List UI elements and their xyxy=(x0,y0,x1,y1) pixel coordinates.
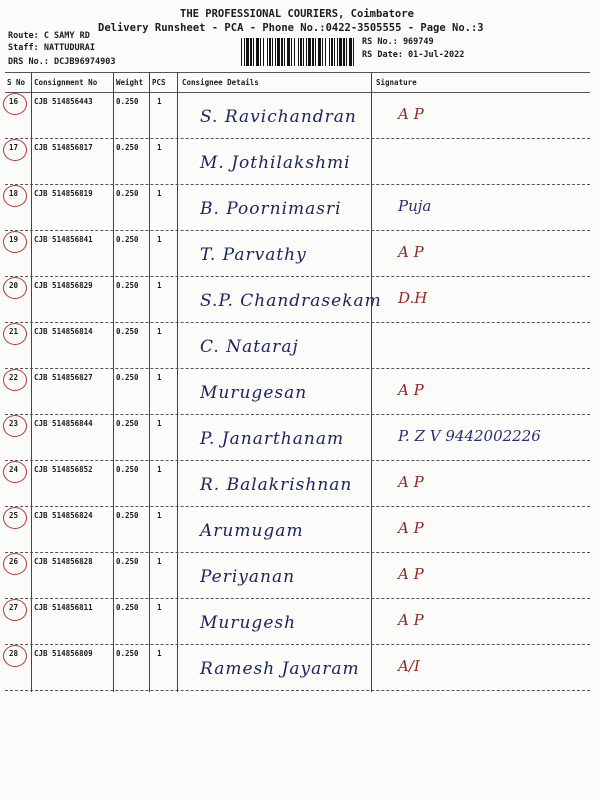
row-weight: 0.250 xyxy=(116,143,139,152)
row-sno: 26 xyxy=(9,557,19,566)
barcode-bar xyxy=(267,38,268,66)
barcode-bar xyxy=(284,38,285,66)
consignee-name: C. Nataraj xyxy=(200,337,299,357)
row-consignment-no: CJB 514856814 xyxy=(34,327,93,336)
barcode-bar xyxy=(318,38,321,66)
row-sno: 23 xyxy=(9,419,19,428)
col-divider-cn xyxy=(113,72,114,692)
row-weight: 0.250 xyxy=(116,97,139,106)
row-sno: 28 xyxy=(9,649,19,658)
barcode-bar xyxy=(343,38,345,66)
barcode-bar xyxy=(291,38,292,66)
sno-circle-mark xyxy=(3,369,27,391)
consignee-name: Murugesan xyxy=(200,383,308,403)
barcode-bar xyxy=(281,38,283,66)
barcode-bar xyxy=(294,38,295,66)
header-divider xyxy=(5,92,590,93)
signature-mark: Puja xyxy=(398,197,432,215)
signature-mark: A P xyxy=(398,565,424,583)
sno-circle-mark xyxy=(3,645,27,667)
rs-number: RS No.: 969749 xyxy=(362,37,434,47)
barcode-bar xyxy=(256,38,259,66)
sno-circle-mark xyxy=(3,277,27,299)
sno-circle-mark xyxy=(3,461,27,483)
col-header-pcs: PCS xyxy=(152,78,166,87)
consignee-name: S.P. Chandrasekam xyxy=(200,291,382,311)
signature-mark: D.H xyxy=(398,289,428,307)
barcode-image xyxy=(241,38,356,66)
col-divider-pcs xyxy=(177,72,178,692)
row-consignment-no: CJB 514856819 xyxy=(34,189,93,198)
row-consignment-no: CJB 514856443 xyxy=(34,97,93,106)
row-pcs: 1 xyxy=(157,143,162,152)
row-pcs: 1 xyxy=(157,235,162,244)
barcode-bar xyxy=(300,38,302,66)
consignee-name: S. Ravichandran xyxy=(200,107,357,127)
signature-mark: A P xyxy=(398,243,424,261)
row-pcs: 1 xyxy=(157,511,162,520)
sno-circle-mark xyxy=(3,139,27,161)
consignee-name: Periyanan xyxy=(200,567,296,587)
signature-mark: A P xyxy=(398,519,424,537)
signature-mark: A P xyxy=(398,105,424,123)
row-pcs: 1 xyxy=(157,603,162,612)
row-pcs: 1 xyxy=(157,373,162,382)
row-consignment-no: CJB 514856827 xyxy=(34,373,93,382)
row-weight: 0.250 xyxy=(116,189,139,198)
row-consignment-no: CJB 514856824 xyxy=(34,511,93,520)
row-consignment-no: CJB 514856841 xyxy=(34,235,93,244)
row-divider xyxy=(5,230,590,231)
barcode-bar xyxy=(287,38,290,66)
sno-circle-mark xyxy=(3,507,27,529)
barcode-bar xyxy=(253,38,254,66)
row-weight: 0.250 xyxy=(116,557,139,566)
row-weight: 0.250 xyxy=(116,235,139,244)
row-sno: 20 xyxy=(9,281,19,290)
row-divider xyxy=(5,138,590,139)
barcode-bar xyxy=(349,38,352,66)
row-consignment-no: CJB 514856817 xyxy=(34,143,93,152)
signature-mark: A P xyxy=(398,611,424,629)
col-divider-weight xyxy=(149,72,150,692)
row-pcs: 1 xyxy=(157,327,162,336)
signature-mark: A/I xyxy=(398,657,420,675)
row-pcs: 1 xyxy=(157,419,162,428)
barcode-bar xyxy=(308,38,311,66)
row-sno: 24 xyxy=(9,465,19,474)
sno-circle-mark xyxy=(3,185,27,207)
row-divider xyxy=(5,368,590,369)
row-pcs: 1 xyxy=(157,649,162,658)
row-divider xyxy=(5,644,590,645)
row-divider xyxy=(5,414,590,415)
col-header-consignee: Consignee Details xyxy=(182,78,259,87)
consignee-name: R. Balakrishnan xyxy=(200,475,353,495)
row-weight: 0.250 xyxy=(116,373,139,382)
row-sno: 21 xyxy=(9,327,19,336)
row-sno: 18 xyxy=(9,189,19,198)
barcode-bar xyxy=(244,38,245,66)
row-weight: 0.250 xyxy=(116,465,139,474)
row-divider xyxy=(5,276,590,277)
barcode-bar xyxy=(322,38,323,66)
table-top-border xyxy=(5,72,590,73)
barcode-bar xyxy=(312,38,314,66)
barcode-bar xyxy=(272,38,273,66)
consignee-name: Arumugam xyxy=(200,521,304,541)
sno-circle-mark xyxy=(3,599,27,621)
row-sno: 17 xyxy=(9,143,19,152)
col-divider-sno xyxy=(31,72,32,692)
row-pcs: 1 xyxy=(157,97,162,106)
row-weight: 0.250 xyxy=(116,419,139,428)
barcode-bar xyxy=(353,38,354,66)
row-divider xyxy=(5,460,590,461)
consignee-name: Ramesh Jayaram xyxy=(200,659,360,679)
row-consignment-no: CJB 514856811 xyxy=(34,603,93,612)
barcode-bar xyxy=(315,38,316,66)
row-consignment-no: CJB 514856828 xyxy=(34,557,93,566)
sno-circle-mark xyxy=(3,323,27,345)
barcode-bar xyxy=(260,38,261,66)
row-weight: 0.250 xyxy=(116,603,139,612)
col-header-signature: Signature xyxy=(376,78,417,87)
barcode-bar xyxy=(346,38,347,66)
company-name: THE PROFESSIONAL COURIERS, Coimbatore xyxy=(180,8,414,20)
row-divider xyxy=(5,690,590,691)
sno-circle-mark xyxy=(3,231,27,253)
row-pcs: 1 xyxy=(157,281,162,290)
barcode-bar xyxy=(269,38,271,66)
row-consignment-no: CJB 514856844 xyxy=(34,419,93,428)
row-weight: 0.250 xyxy=(116,327,139,336)
row-pcs: 1 xyxy=(157,465,162,474)
col-header-weight: Weight xyxy=(116,78,144,87)
barcode-bar xyxy=(337,38,338,66)
consignee-name: M. Jothilakshmi xyxy=(200,153,351,173)
col-header-sno: S No xyxy=(7,78,26,87)
row-pcs: 1 xyxy=(157,189,162,198)
row-consignment-no: CJB 514856809 xyxy=(34,649,93,658)
row-pcs: 1 xyxy=(157,557,162,566)
row-weight: 0.250 xyxy=(116,281,139,290)
col-header-consignment: Consignment No xyxy=(34,78,98,87)
consignee-name: Murugesh xyxy=(200,613,297,633)
row-consignment-no: CJB 514856852 xyxy=(34,465,93,474)
staff-label: Staff: NATTUDURAI xyxy=(8,43,95,53)
barcode-bar xyxy=(298,38,299,66)
barcode-bar xyxy=(263,38,264,66)
barcode-bar xyxy=(275,38,276,66)
row-sno: 25 xyxy=(9,511,19,520)
row-divider xyxy=(5,322,590,323)
barcode-bar xyxy=(329,38,330,66)
row-divider xyxy=(5,506,590,507)
row-sno: 22 xyxy=(9,373,19,382)
sno-circle-mark xyxy=(3,553,27,575)
row-consignment-no: CJB 514856829 xyxy=(34,281,93,290)
consignee-name: P. Janarthanam xyxy=(200,429,345,449)
row-divider xyxy=(5,552,590,553)
barcode-bar xyxy=(334,38,335,66)
barcode-bar xyxy=(303,38,304,66)
row-divider xyxy=(5,598,590,599)
row-weight: 0.250 xyxy=(116,649,139,658)
barcode-bar xyxy=(250,38,252,66)
signature-mark: A P xyxy=(398,381,424,399)
signature-mark: P. Z V 9442002226 xyxy=(398,427,541,445)
barcode-bar xyxy=(246,38,249,66)
barcode-bar xyxy=(331,38,333,66)
drs-number: DRS No.: DCJB96974903 xyxy=(8,57,116,67)
barcode-bar xyxy=(241,38,242,66)
barcode-bar xyxy=(339,38,342,66)
sno-circle-mark xyxy=(3,415,27,437)
signature-mark: A P xyxy=(398,473,424,491)
consignee-name: B. Poornimasri xyxy=(200,199,342,219)
consignee-name: T. Parvathy xyxy=(200,245,307,265)
route-label: Route: C SAMY RD xyxy=(8,31,90,41)
barcode-bar xyxy=(277,38,280,66)
row-sno: 27 xyxy=(9,603,19,612)
col-divider-consignee xyxy=(371,72,372,692)
barcode-bar xyxy=(325,38,326,66)
sno-circle-mark xyxy=(3,93,27,115)
row-sno: 19 xyxy=(9,235,19,244)
runsheet-title: Delivery Runsheet - PCA - Phone No.:0422-3505555 - Page No.:3 xyxy=(98,22,484,34)
barcode-bar xyxy=(306,38,307,66)
rs-date: RS Date: 01-Jul-2022 xyxy=(362,50,465,60)
row-weight: 0.250 xyxy=(116,511,139,520)
row-sno: 16 xyxy=(9,97,19,106)
row-divider xyxy=(5,184,590,185)
